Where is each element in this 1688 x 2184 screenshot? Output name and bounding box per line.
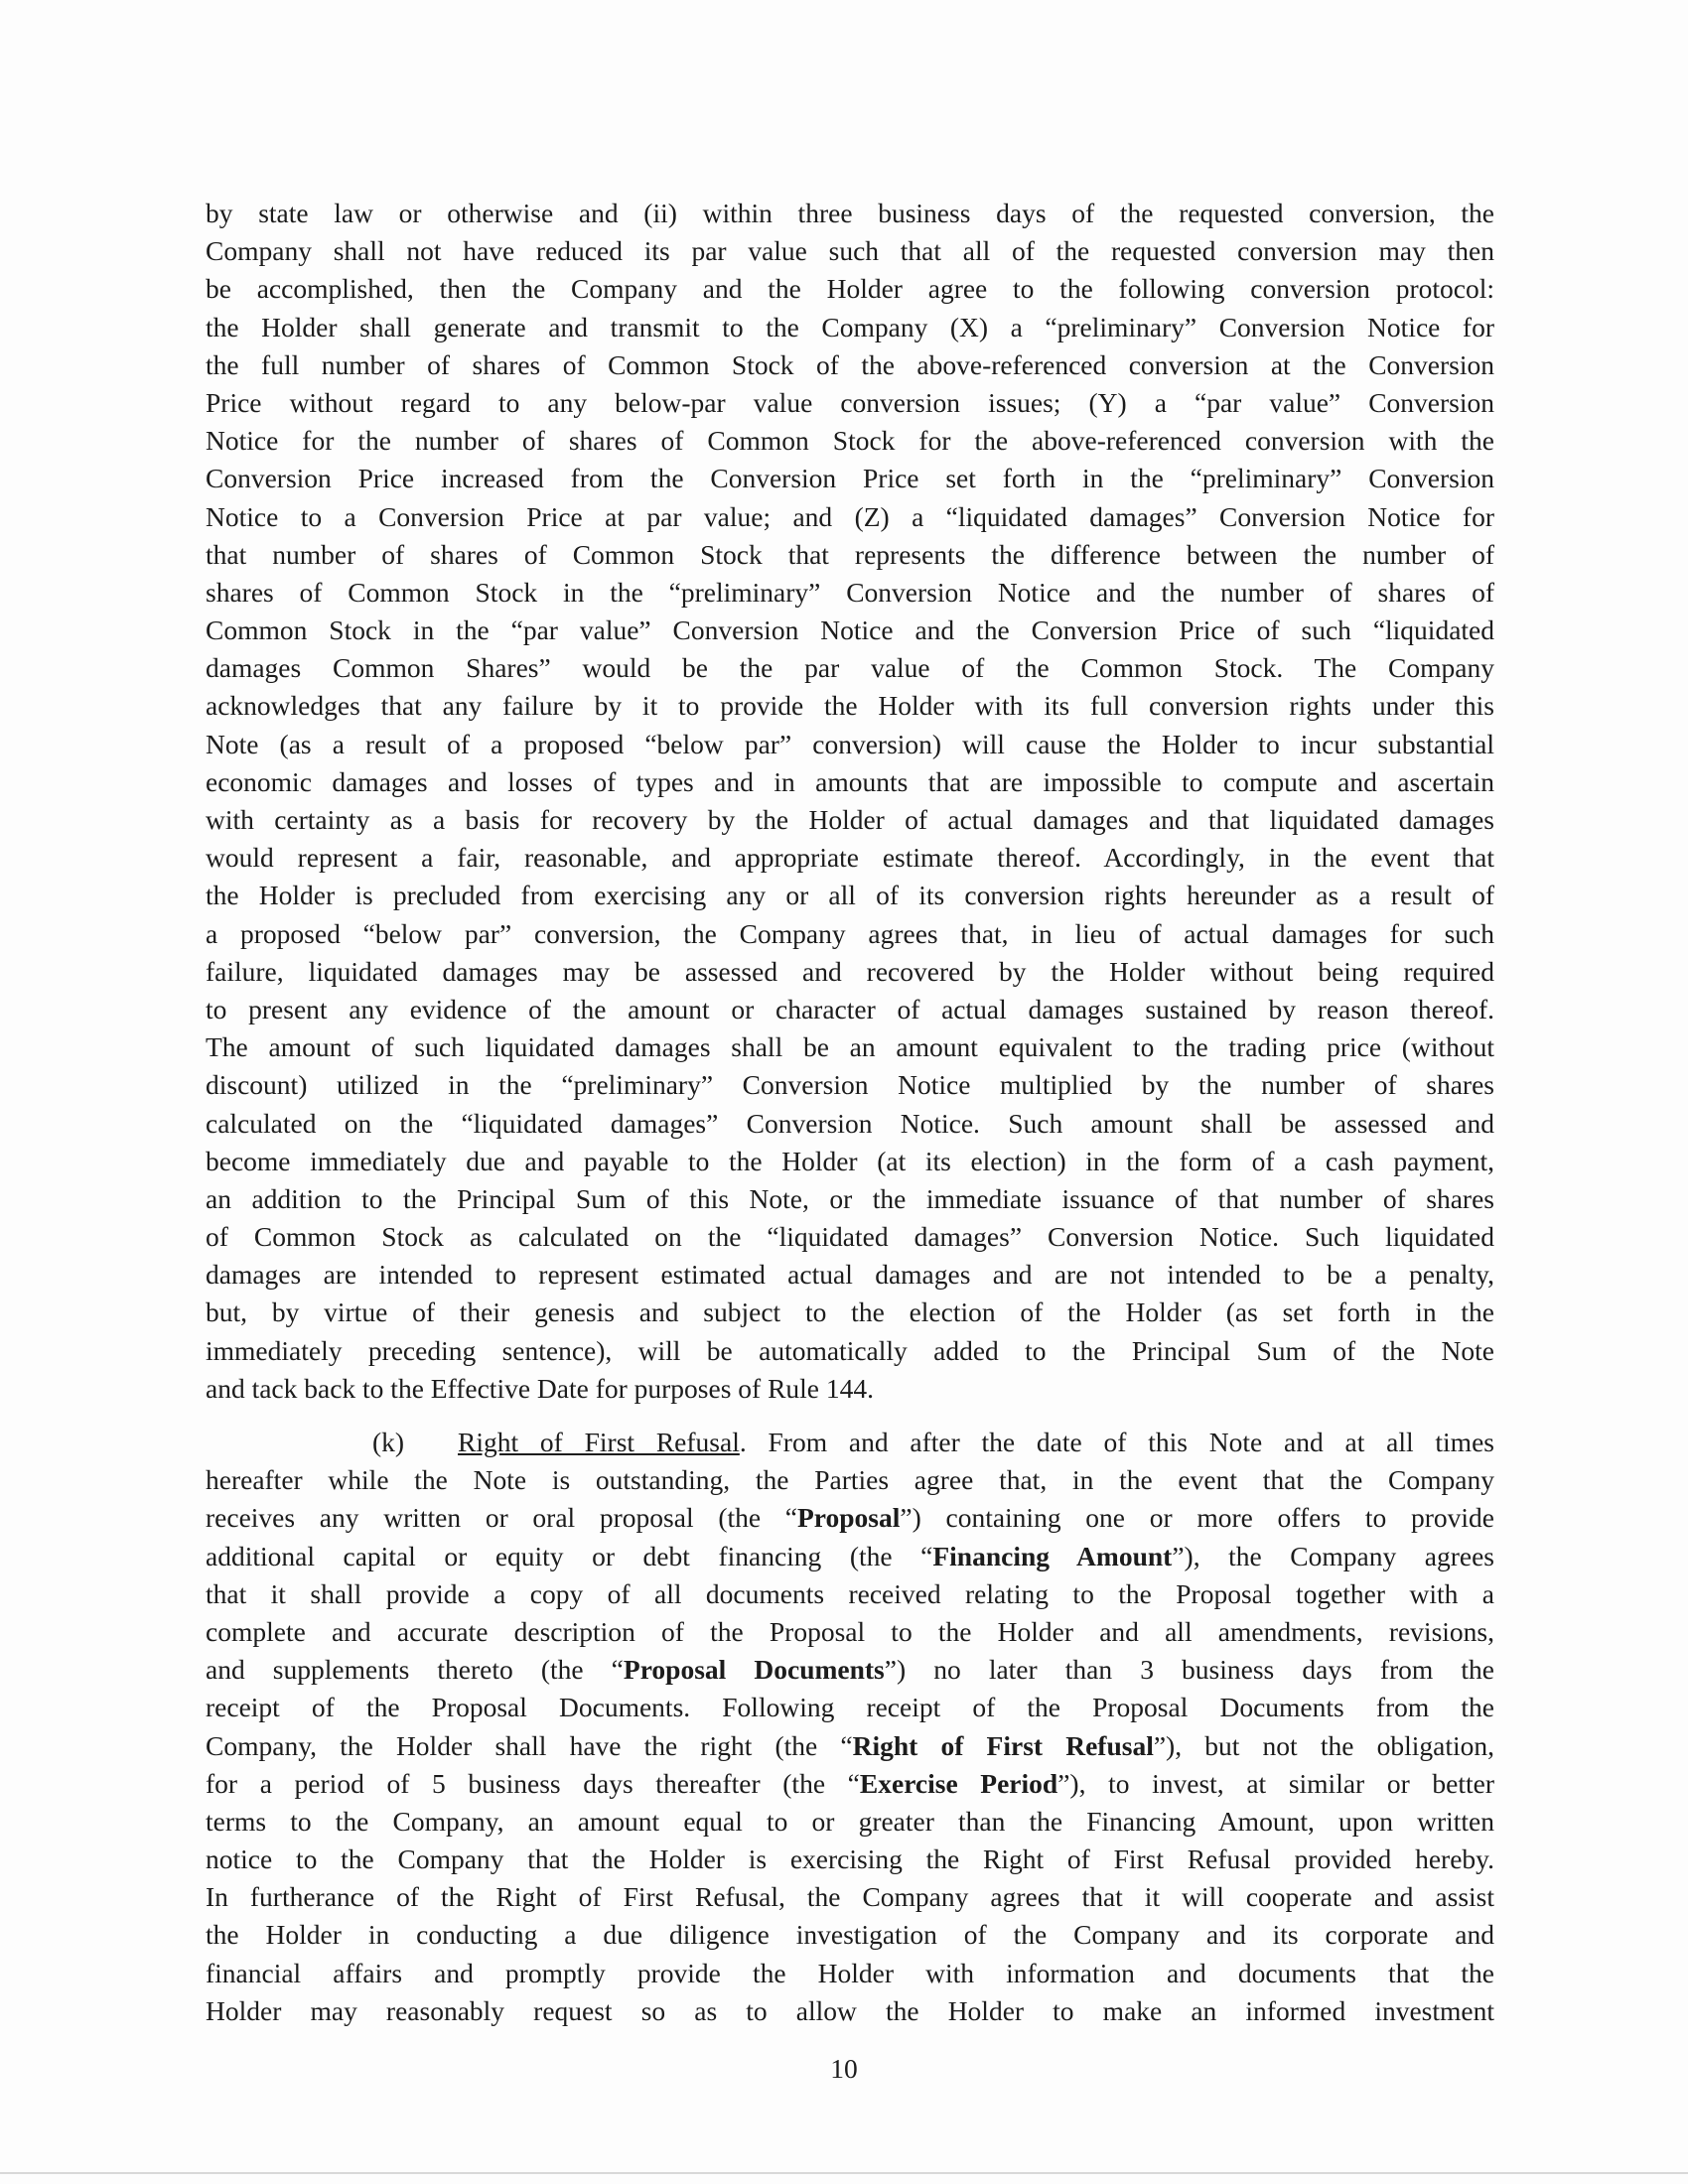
text-line: by state law or otherwise and (ii) within three business days of the requested conversion, the — [206, 198, 1494, 228]
document-page — [206, 195, 1494, 2030]
text-line: and tack back to the Effective Date for purposes of Rule 144. — [206, 1372, 875, 1404]
text-line: the Holder is precluded from exercising any or all of its conversion rights hereunder as a result of — [206, 880, 1494, 911]
text-line: to present any evidence of the amount or character of actual damages sustained by reason thereof. — [206, 993, 1494, 1024]
text-line — [206, 1878, 1494, 1916]
text-line: Notice to a Conversion Price at par value; and (Z) a “liquidated damages” Conversion Notice for — [206, 500, 1494, 532]
text-line — [206, 1424, 1494, 1461]
text-line: of Common Stock as calculated on the “liquidated damages” Conversion Notice. Such liquidated — [206, 1221, 1494, 1253]
text-segment: hereafter while the Note is outstanding, the Parties agree that, in the event that the Company — [206, 1464, 1494, 1496]
text-segment: ”), but not the obligation, — [1153, 1729, 1494, 1761]
text-line: become immediately due and payable to the Holder (at its election) in the form of a cash payment, — [206, 1145, 1494, 1176]
defined-term: Right of First Refusal — [852, 1729, 1154, 1761]
text-segment: Company, the Holder shall have the right (the “ — [206, 1729, 853, 1761]
text-line: that number of shares of Common Stock that represents the difference between the number of — [206, 538, 1494, 570]
text-line: Common Stock in the “par value” Conversion Notice and the Conversion Price of such “liquidated — [206, 614, 1494, 646]
text-line: would represent a fair, reasonable, and appropriate estimate thereof. Accordingly, in the event that — [206, 842, 1494, 874]
text-line: Conversion Price increased from the Conversion Price set forth in the “preliminary” Conversion — [206, 463, 1494, 494]
text-line — [206, 1803, 1494, 1841]
scan-edge-divider — [0, 2172, 1688, 2174]
text-line: Notice for the number of shares of Common Stock for the above-referenced conversion with the — [206, 425, 1494, 457]
text-line: the full number of shares of Common Stock of the above-referenced conversion at the Conversion — [206, 348, 1494, 380]
text-line — [206, 1461, 1494, 1499]
text-line: discount) utilized in the “preliminary” Conversion Notice multiplied by the number of shares — [206, 1069, 1494, 1101]
text-line — [206, 1613, 1494, 1651]
text-segment: ”) containing one or more offers to provide — [900, 1502, 1494, 1534]
paragraph-right-of-first-refusal — [206, 1424, 1494, 2030]
text-line: The amount of such liquidated damages shall be an amount equivalent to the trading price (without — [206, 1031, 1494, 1063]
text-line — [206, 1651, 1494, 1689]
section-heading: Right of First Refusal — [458, 1427, 740, 1457]
text-line: damages Common Shares” would be the par value of the Common Stock. The Company — [206, 652, 1494, 684]
text-line — [206, 1538, 1494, 1575]
page-number: 10 — [830, 2053, 858, 2084]
text-line: shares of Common Stock in the “preliminary” Conversion Notice and the number of shares of — [206, 576, 1494, 608]
defined-term: Proposal Documents — [623, 1654, 885, 1686]
text-segment: that it shall provide a copy of all documents received relating to the Proposal together with a — [206, 1577, 1494, 1609]
text-line: economic damages and losses of types and in amounts that are impossible to compute and ascertain — [206, 765, 1494, 797]
text-line: Company shall not have reduced its par value such that all of the requested conversion may then — [206, 235, 1494, 267]
text-line — [206, 1689, 1494, 1726]
text-line: with certainty as a basis for recovery by the Holder of actual damages and that liquidated damages — [206, 804, 1494, 835]
paragraph-conversion-protocol — [206, 195, 1494, 1408]
text-line: calculated on the “liquidated damages” Conversion Notice. Such amount shall be assessed and — [206, 1107, 1494, 1139]
text-line: Price without regard to any below-par value conversion issues; (Y) a “par value” Conversion — [206, 386, 1494, 418]
defined-term: Proposal — [797, 1502, 901, 1534]
text-segment: ”) no later than 3 business days from the — [884, 1654, 1494, 1686]
text-line: acknowledges that any failure by it to provide the Holder with its full conversion rights under this — [206, 690, 1494, 722]
text-line: Note (as a result of a proposed “below par” conversion) will cause the Holder to incur substantial — [206, 728, 1494, 759]
text-line — [206, 1727, 1494, 1765]
text-segment: receives any written or oral proposal (the “ — [206, 1502, 797, 1534]
text-line: damages are intended to represent estimated actual damages and are not intended to be a penalty, — [206, 1259, 1494, 1291]
text-line — [206, 1841, 1494, 1878]
text-segment: ”), the Company agrees — [1172, 1540, 1494, 1571]
defined-term: Financing Amount — [932, 1540, 1173, 1571]
text-segment: terms to the Company, an amount equal to or greater than the Financing Amount, upon written — [206, 1805, 1494, 1837]
text-segment: ”), to invest, at similar or better — [1057, 1767, 1494, 1799]
text-segment: additional capital or equity or debt financing (the “ — [206, 1540, 933, 1571]
text-segment: In furtherance of the Right of First Refusal, the Company agrees that it will cooperate and assist — [206, 1881, 1494, 1913]
text-line: an addition to the Principal Sum of this Note, or the immediate issuance of that number of shares — [206, 1182, 1494, 1214]
text-line: the Holder shall generate and transmit to the Company (X) a “preliminary” Conversion Notice for — [206, 311, 1494, 342]
text-line: be accomplished, then the Company and the Holder agree to the following conversion protocol: — [206, 273, 1494, 305]
section-label: (k) — [372, 1427, 405, 1457]
text-segment: and supplements thereto (the “ — [206, 1654, 624, 1686]
text-line — [206, 1765, 1494, 1803]
text-segment: notice to the Company that the Holder is exercising the Right of First Refusal provided hereby. — [206, 1843, 1494, 1875]
text-segment: financial affairs and promptly provide the Holder with information and documents that the — [206, 1957, 1494, 1988]
text-segment: Holder may reasonably request so as to allow the Holder to make an informed investment — [206, 1994, 1494, 2026]
text-line — [206, 1499, 1494, 1537]
text-segment: receipt of the Proposal Documents. Following receipt of the Proposal Documents from the — [206, 1692, 1494, 1723]
text-line — [206, 1575, 1494, 1613]
text-line: a proposed “below par” conversion, the Company agrees that, in lieu of actual damages for such — [206, 917, 1494, 949]
text-line: failure, liquidated damages may be assessed and recovered by the Holder without being required — [206, 955, 1494, 987]
defined-term: Exercise Period — [859, 1767, 1058, 1799]
text-segment: . From and after the date of this Note and at all times — [739, 1427, 1494, 1457]
text-line — [206, 1955, 1494, 1992]
text-line: but, by virtue of their genesis and subject to the election of the Holder (as set forth in the — [206, 1297, 1494, 1328]
text-line: immediately preceding sentence), will be automatically added to the Principal Sum of the Note — [206, 1334, 1494, 1366]
text-segment: for a period of 5 business days thereafter (the “ — [206, 1767, 860, 1799]
text-segment: the Holder in conducting a due diligence investigation of the Company and its corporate and — [206, 1919, 1494, 1951]
text-segment: complete and accurate description of the Proposal to the Holder and all amendments, revisions, — [206, 1615, 1494, 1647]
text-line — [206, 1992, 1494, 2030]
text-line — [206, 1916, 1494, 1954]
